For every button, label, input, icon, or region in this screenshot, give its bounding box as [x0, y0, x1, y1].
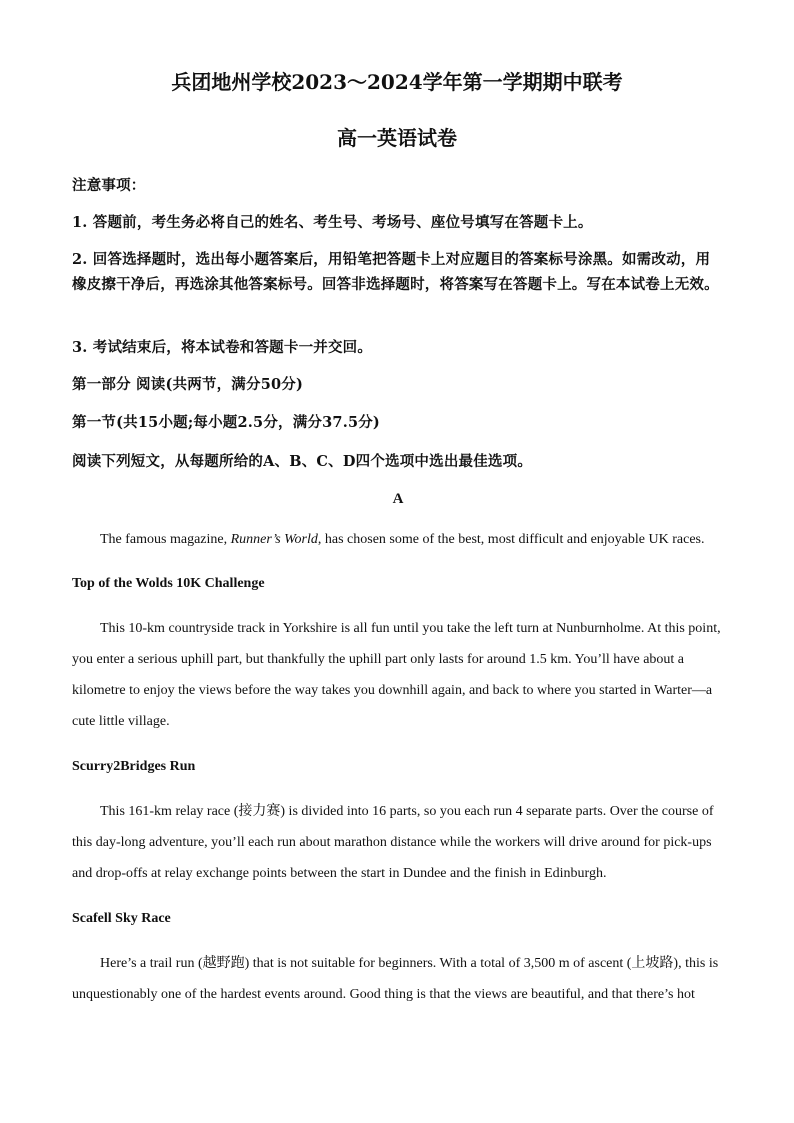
part-heading: 第一部分 阅读(共两节，满分50分) [72, 376, 304, 393]
race-description: This 10-km countryside track in Yorkshire is all fun until you take the left turn at Nunburnholme. At this point, you enter a serious uphill part, but thankfully the uphill part only lasts for around 1.5 km. You’ll have about a kilometre to enjoy the views before the way takes you downhill again, and back to where you started in Warter—a cute little village. [72, 621, 721, 729]
notes-item-1: 1. 答题前，考生务必将自己的姓名、考生号、考场号、座位号填写在答题卡上。 [72, 214, 593, 231]
passage-letter: A [392, 491, 404, 507]
exam-title: 兵团地州学校2023～2024学年第一学期期中联考 [171, 70, 623, 94]
race-title: Scafell Sky Race [72, 911, 171, 926]
notes-item-2: 2. 回答选择题时，选出每小题答案后，用铅笔把答题卡上对应题目的答案标号涂黑。如需改动，用橡皮擦干净后，再选涂其他答案标号。回答非选择题时，将答案写在答题卡上。写在本试卷上无效。 [72, 251, 719, 293]
intro-text-before: The famous magazine, [100, 532, 231, 547]
magazine-name: Runner’s World [230, 532, 318, 547]
race-title: Top of the Wolds 10K Challenge [72, 576, 265, 591]
passage-intro [72, 524, 724, 555]
notes-heading: 注意事项： [72, 177, 146, 194]
race-title: Scurry2Bridges Run [72, 759, 196, 774]
race-description: This 161-km relay race (接力赛) is divided into 16 parts, so you each run 4 separate parts. Over the course of this day-long adventure, you’ll each run about marathon distance while the workers will drive around for pick-ups and drop-offs at relay exchange points between the start in Dundee and the finish in Edinburgh. [72, 804, 714, 881]
notes-item-3: 3. 考试结束后，将本试卷和答题卡一并交回。 [72, 339, 373, 356]
reading-instruction: 阅读下列短文，从每题所给的A、B、C、D四个选项中选出最佳选项。 [72, 453, 533, 470]
intro-text-after: , has chosen some of the best, most difficult and enjoyable UK races. [317, 532, 705, 547]
section-heading: 第一节(共15小题;每小题2.5分，满分37.5分) [72, 414, 380, 431]
race-description: Here’s a trail run (越野跑) that is not suitable for beginners. With a total of 3,500 m of ascent (上坡路), this is unquestionably one of the hardest events around. Good thing is that the views are beautiful, and that there’s hot [72, 956, 719, 1002]
exam-subtitle: 高一英语试卷 [337, 126, 457, 150]
